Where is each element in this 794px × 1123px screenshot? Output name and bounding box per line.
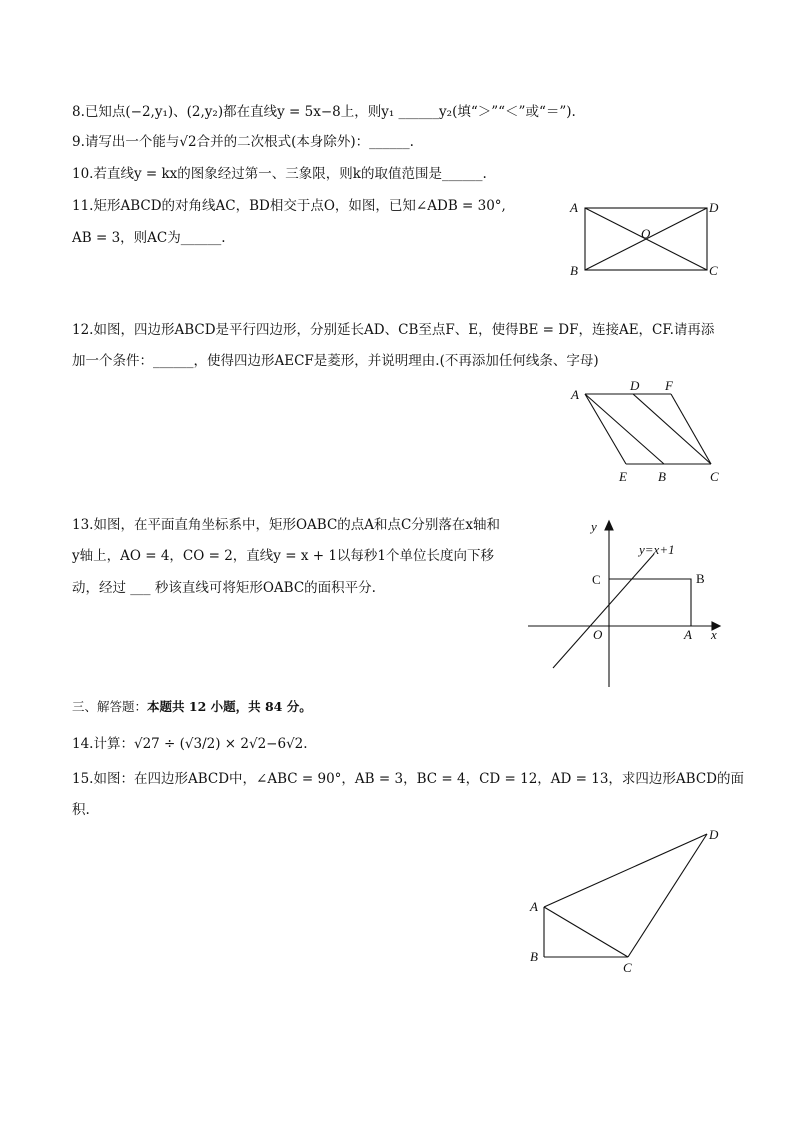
- question-8: 8.已知点(−2,y₁)、(2,y₂)都在直线y = 5x−8上，则y₁ ______y₂(填“＞”“＜”或“＝”).: [72, 104, 576, 120]
- label-c: C: [710, 469, 719, 484]
- y-axis-arrow: [605, 521, 613, 530]
- line-y-equals-x-plus-1: [553, 554, 654, 668]
- label-line-equation: y=x+1: [639, 542, 675, 557]
- segment-ab: [585, 394, 664, 464]
- segment-fc: [671, 394, 711, 464]
- question-10: 10.若直线y = kx的图象经过第一、三象限，则k的取值范围是______.: [72, 166, 487, 182]
- question-12-line-1: 12.如图，四边形ABCD是平行四边形，分别延长AD、CB至点F、E，使得BE = DF，连接AE，CF.请再添: [72, 322, 715, 338]
- segment-dc: [633, 394, 711, 464]
- figure-11-rectangle: [560, 195, 730, 285]
- label-b: B: [570, 263, 578, 278]
- question-14: 14.计算：√27 ÷ (√3/2) × 2√2−6√2.: [72, 736, 308, 752]
- question-13-line-1: 13.如图，在平面直角坐标系中，矩形OABC的点A和点C分别落在x轴和: [72, 517, 500, 533]
- segment-da: [544, 834, 707, 907]
- figure-15-quadrilateral: [522, 822, 732, 977]
- question-9: 9.请写出一个能与√2合并的二次根式(本身除外)：______.: [72, 134, 414, 150]
- label-e: E: [619, 469, 627, 484]
- figure-13-coordinate-plane: [520, 512, 730, 692]
- question-12-line-2: 加一个条件：______，使得四边形AECF是菱形，并说明理由.(不再添加任何线条、字母): [72, 353, 599, 369]
- label-x: x: [711, 627, 717, 642]
- figure-12-parallelogram: [560, 376, 730, 488]
- question-13-line-3: 动，经过 ___ 秒该直线可将矩形OABC的面积平分.: [72, 580, 376, 596]
- label-b: B: [658, 469, 666, 484]
- question-13-line-2: y轴上，AO = 4，CO = 2，直线y = x + 1以每秒1个单位长度向下移: [72, 548, 495, 564]
- section-3-heading: [72, 698, 312, 716]
- label-d: D: [709, 200, 719, 215]
- segment-ae: [585, 394, 626, 464]
- label-d: D: [709, 827, 719, 842]
- diagonal-ac: [544, 907, 628, 957]
- question-15-line-2: 积.: [72, 802, 90, 818]
- question-11-line-2: AB = 3，则AC为______.: [72, 230, 226, 246]
- section-3-description: 本题共 12 小题，共 84 分。: [147, 699, 312, 714]
- question-11-line-1: 11.矩形ABCD的对角线AC，BD相交于点O，如图，已知∠ADB = 30°,: [72, 198, 506, 214]
- label-a: A: [530, 899, 538, 914]
- label-c: C: [709, 263, 718, 278]
- label-f: F: [665, 378, 673, 393]
- label-b: B: [696, 571, 705, 586]
- segment-cd: [628, 834, 707, 957]
- section-3-prefix: 三、解答题：: [72, 699, 148, 714]
- label-o: O: [593, 627, 603, 642]
- label-a: A: [570, 200, 578, 215]
- label-c: C: [623, 960, 632, 975]
- label-b: B: [530, 949, 538, 964]
- label-c: C: [592, 572, 601, 587]
- label-a: A: [684, 627, 692, 642]
- label-o: O: [641, 226, 651, 241]
- question-15-line-1: 15.如图：在四边形ABCD中，∠ABC = 90°，AB = 3，BC = 4，CD = 12，AD = 13，求四边形ABCD的面: [72, 771, 745, 787]
- label-a: A: [571, 387, 579, 402]
- label-y: y: [591, 519, 597, 534]
- rectangle-oabc: [609, 579, 691, 626]
- label-d: D: [630, 378, 640, 393]
